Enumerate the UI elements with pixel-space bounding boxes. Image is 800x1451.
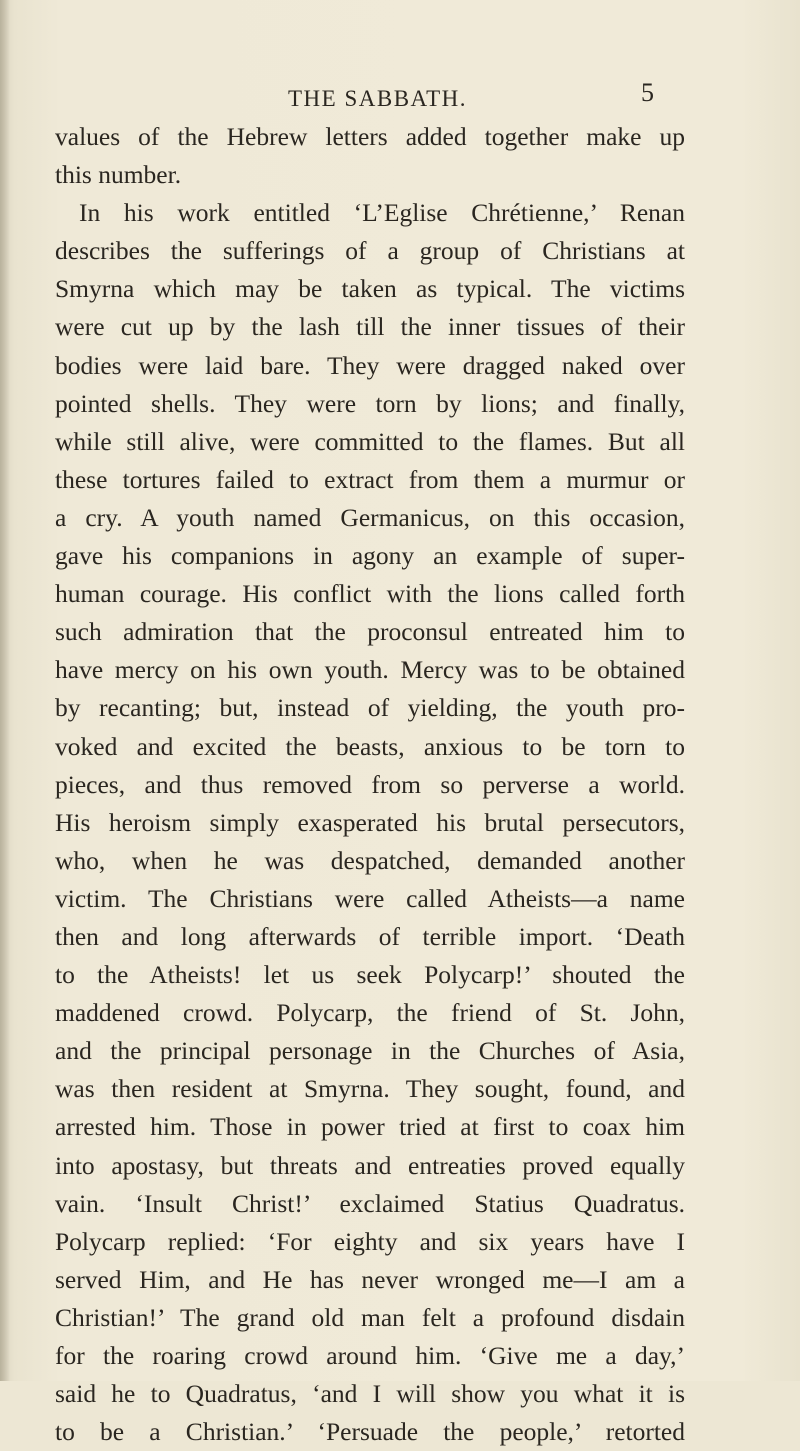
text-line: was then resident at Smyrna. They sought, found, and	[55, 1074, 685, 1104]
text-line: a cry. A youth named Germanicus, on this occasion,	[55, 502, 685, 532]
text-line: said he to Quadratus, ‘and I will show you what it is	[55, 1379, 685, 1409]
text-line: vain. ‘Insult Christ!’ exclaimed Statius Quadratus.	[55, 1188, 685, 1218]
text-line: In his work entitled ‘L’Eglise Chrétienne,’ Renan	[79, 198, 685, 228]
text-line: then and long afterwards of terrible import. ‘Death	[55, 921, 685, 951]
text-line: bodies were laid bare. They were dragged naked over	[55, 350, 685, 380]
text-line: to the Atheists! let us seek Polycarp!’ shouted the	[55, 960, 685, 990]
text-line: and the principal personage in the Churches of Asia,	[55, 1036, 685, 1066]
page-number: 5	[641, 78, 654, 107]
text-line: for the roaring crowd around him. ‘Give me a day,’	[55, 1341, 685, 1370]
text-line: arrested him. Those in power tried at first to coax him	[55, 1112, 685, 1142]
text-line: by recanting; but, instead of yielding, the youth pro-	[55, 693, 685, 723]
text-line: His heroism simply exasperated his brutal persecutors,	[55, 807, 685, 837]
text-line: gave his companions in agony an example of super-	[55, 541, 685, 571]
text-line: maddened crowd. Polycarp, the friend of St. John,	[55, 998, 685, 1028]
text-line: Christian!’ The grand old man felt a profound disdain	[55, 1302, 685, 1332]
text-line: who, when he was despatched, demanded another	[55, 845, 685, 875]
body-text	[55, 118, 685, 1451]
text-line: Smyrna which may be taken as typical. The victims	[55, 274, 685, 304]
running-title: THE SABBATH.	[288, 86, 468, 111]
text-line: victim. The Christians were called Atheists—a name	[55, 883, 685, 913]
text-line: Polycarp replied: ‘For eighty and six years have I	[55, 1226, 685, 1256]
text-line: this number.	[55, 160, 182, 190]
text-line: such admiration that the proconsul entreated him to	[55, 617, 685, 647]
text-line: these tortures failed to extract from them a murmur or	[55, 464, 685, 494]
text-line: while still alive, were committed to the flames. But all	[55, 426, 685, 456]
text-line: have mercy on his own youth. Mercy was to be obtained	[55, 655, 685, 685]
page-gutter-shadow	[0, 0, 10, 1381]
text-line: pieces, and thus removed from so perverse a world.	[55, 769, 685, 799]
text-line: were cut up by the lash till the inner tissues of their	[55, 312, 685, 342]
running-head	[0, 78, 800, 114]
text-line: describes the sufferings of a group of Christians at	[55, 236, 685, 266]
text-line: served Him, and He has never wronged me—I am a	[55, 1264, 685, 1294]
text-line: human courage. His conflict with the lions called forth	[55, 579, 685, 609]
text-line: into apostasy, but threats and entreaties proved equally	[55, 1150, 685, 1180]
text-line: voked and excited the beasts, anxious to be torn to	[55, 731, 685, 761]
text-line: pointed shells. They were torn by lions; and finally,	[55, 388, 685, 418]
text-line: values of the Hebrew letters added together make up	[55, 122, 685, 151]
text-line: to be a Christian.’ ‘Persuade the people,’ retorted	[55, 1417, 685, 1447]
